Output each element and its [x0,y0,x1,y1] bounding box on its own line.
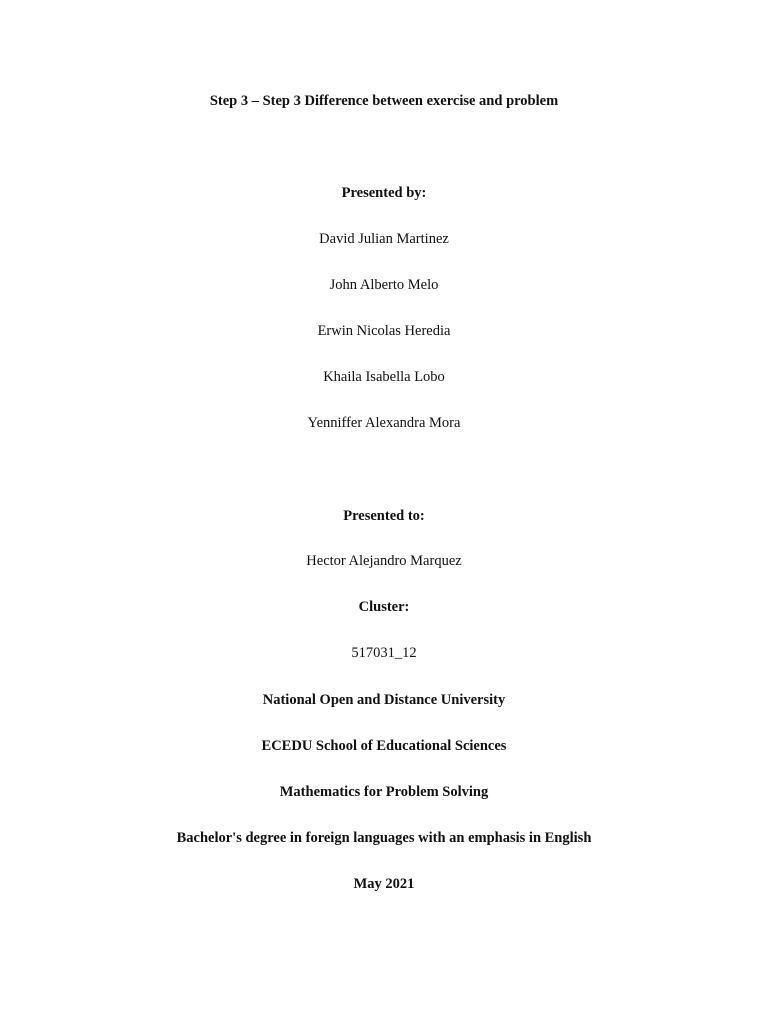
author-name: David Julian Martinez [319,231,449,247]
author-name: Yenniffer Alexandra Mora [307,415,461,431]
presented-to-name: Hector Alejandro Marquez [306,553,462,569]
program-name: Bachelor's degree in foreign languages with an emphasis in English [176,830,592,846]
author-name: John Alberto Melo [329,277,439,293]
author-name: Khaila Isabella Lobo [323,369,445,385]
presented-by-label: Presented by: [341,185,427,201]
document-date: May 2021 [353,876,415,892]
author-name: Erwin Nicolas Heredia [317,323,451,339]
presented-to-label: Presented to: [343,508,425,524]
cluster-label: Cluster: [358,599,410,615]
course-name: Mathematics for Problem Solving [279,784,489,800]
school-name: ECEDU School of Educational Sciences [261,738,507,754]
university-name: National Open and Distance University [262,692,506,708]
document-title: Step 3 – Step 3 Difference between exercise and problem [209,93,559,109]
cluster-value: 517031_12 [351,645,417,661]
